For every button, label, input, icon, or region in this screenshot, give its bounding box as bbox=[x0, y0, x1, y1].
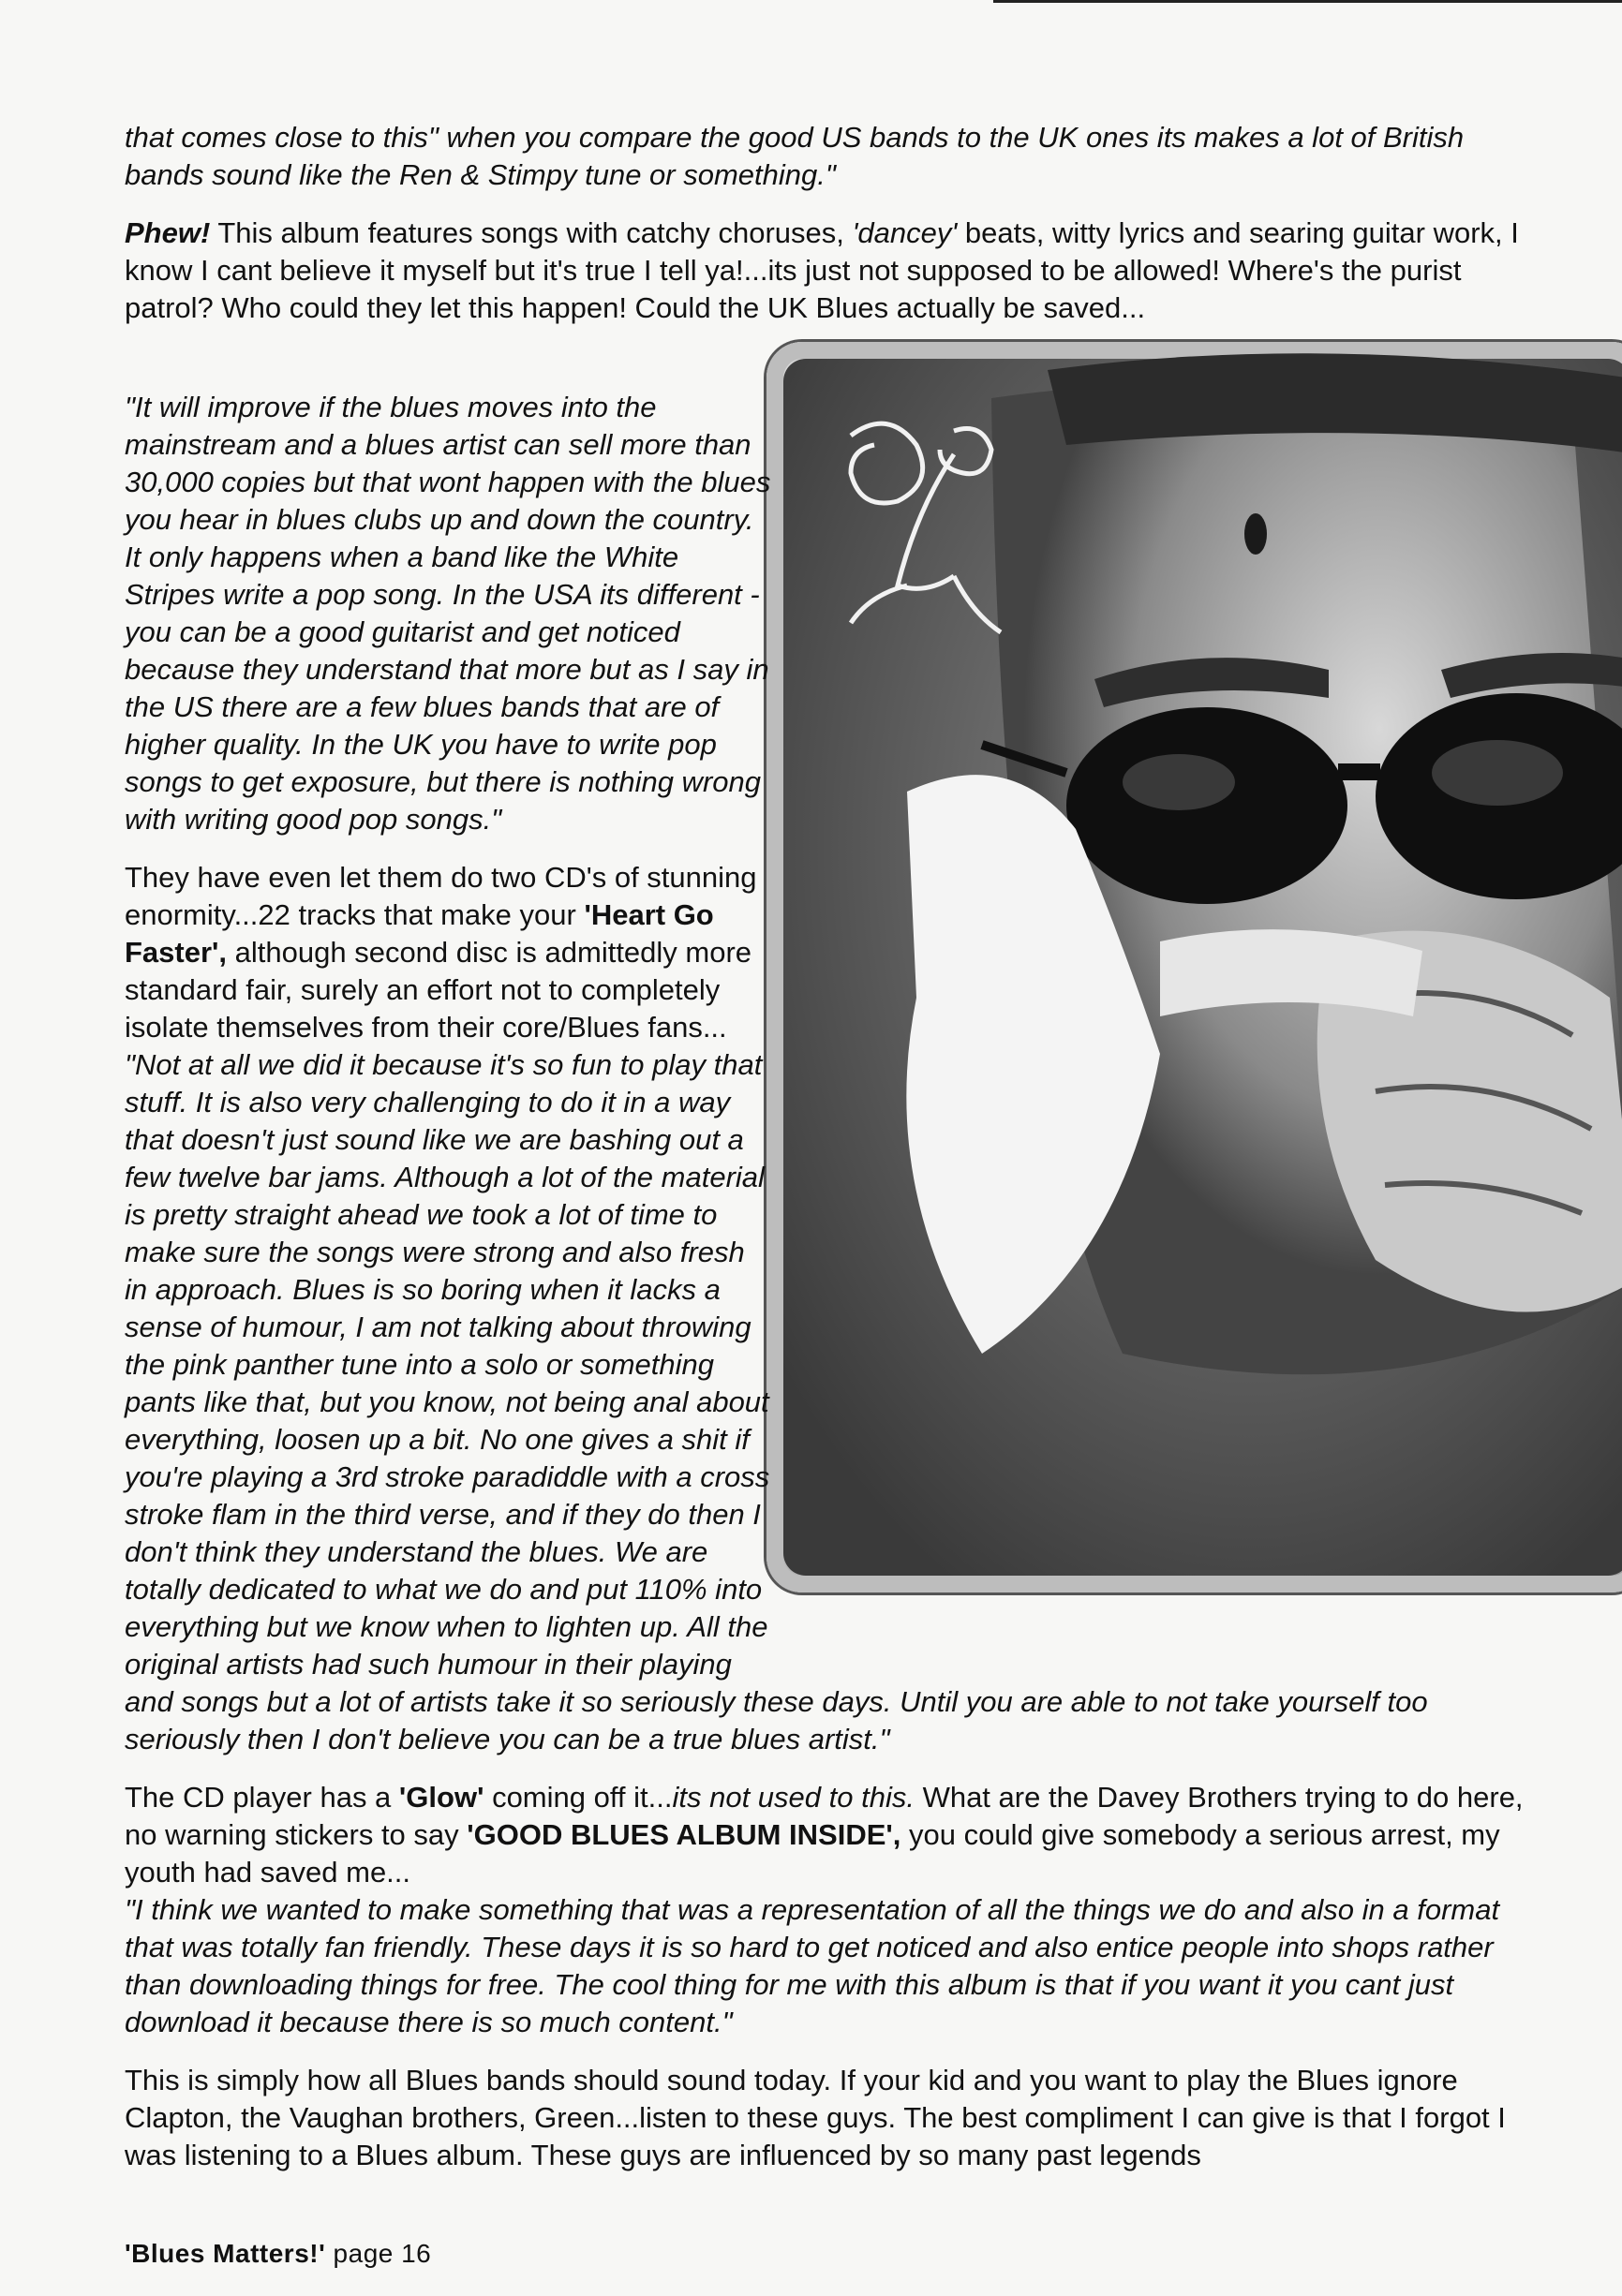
dancey-word: 'dancey' bbox=[852, 216, 958, 249]
page-number: page 16 bbox=[325, 2239, 432, 2268]
top-rule bbox=[993, 0, 1622, 3]
p4-text-d: you could give somebody a serious arrest, my youth had saved me... bbox=[125, 1818, 1500, 1889]
p2-text-b: beats, witty lyrics and searing guitar work, I know I cant believe it myself but it's true I tell ya!...its just not supposed to be allowed! Where's the purist patrol? Who could they let this happen! Could the UK Blues actually be saved... bbox=[125, 216, 1519, 324]
p2-text-a: This album features songs with catchy choruses, bbox=[210, 216, 853, 249]
article-column-wrap bbox=[125, 391, 1549, 2195]
quote-3: "I think we wanted to make something that was a representation of all the things we do and also in a format that was totally fan friendly. These days it is so hard to get noticed and also entice people into shops rather than downloading things for free. The cool thing for me with this album is that if you want it you cant just download it because there is so much content." bbox=[125, 1893, 1500, 2038]
article-body bbox=[125, 119, 1549, 348]
phew-lead: Phew! bbox=[125, 216, 211, 249]
paragraph-4 bbox=[125, 1779, 1549, 2041]
magazine-name: 'Blues Matters!' bbox=[125, 2239, 326, 2268]
quote-2: "Not at all we did it because it's so fun to play that stuff. It is also very challenging to do it in a way that doesn't just sound like we are bashing out a few twelve bar jams. Although a lot of the material is pretty straight ahead we took a lot of time to make sure the songs were strong and also fresh in approach. Blues is so boring when it lacks a sense of humour, I am not talking about throwing the pink panther tune into a solo or something pants like that, but you know, not being anal about everything, loosen up a bit. No one gives a shit if you're playing a 3rd stroke paradiddle with a cross stroke flam in the third verse, and if they do then I don't think they understand the blues. We are totally dedicated to what we do and put 110% into everything but we know when to lighten up. All the original artists had such humour in their playing and songs but a lot of artists take it so seriously these days. Until you are able to not take yourself too seriously then I don't believe you can be a true blues artist." bbox=[125, 1048, 1428, 1755]
page-footer bbox=[125, 2239, 431, 2269]
quote-1: "It will improve if the blues moves into the mainstream and a blues artist can sell more than 30,000 copies but that wont happen with the blues you hear in blues clubs up and down the country. It only happens when a band like the White Stripes write a pop song. In the USA its different - you can be a good guitarist and get noticed because they understand that more but as I say in the US there are a few blues bands that are of higher quality. In the UK you have to write pop songs to get exposure, but there is nothing wrong with writing good pop songs." bbox=[125, 391, 771, 836]
p4-text-a: The CD player has a bbox=[125, 1781, 399, 1814]
p4-text-c: What are the Davey Brothers trying to do here, no warning stickers to say bbox=[125, 1781, 1524, 1851]
paragraph-1: that comes close to this" when you compare the good US bands to the UK ones its makes a lot of British bands sound like the Ren & Stimpy tune or something." bbox=[125, 121, 1465, 191]
p4-text-b: coming off it... bbox=[484, 1781, 673, 1814]
heart-go-faster: 'Heart Go Faster', bbox=[125, 898, 714, 969]
p4-italic: its not used to this. bbox=[672, 1781, 915, 1814]
p3-text-a: They have even let them do two CD's of stunning enormity...22 tracks that make your bbox=[125, 861, 757, 931]
photo-float-area bbox=[793, 398, 1622, 1653]
paragraph-5: This is simply how all Blues bands should sound today. If your kid and you want to play the Blues ignore Clapton, the Vaughan brothers, Green...listen to these guys. The best compliment I can give is that I forgot I was listening to a Blues album. These guys are influenced by so many past legends bbox=[125, 2064, 1506, 2171]
glow-word: 'Glow' bbox=[398, 1781, 484, 1814]
good-blues-album: 'GOOD BLUES ALBUM INSIDE', bbox=[467, 1818, 901, 1851]
paragraph-2 bbox=[125, 215, 1549, 327]
p3-text-b: although second disc is admittedly more standard fair, surely an effort not to completely isolate themselves from their core/Blues fans... bbox=[125, 936, 752, 1044]
